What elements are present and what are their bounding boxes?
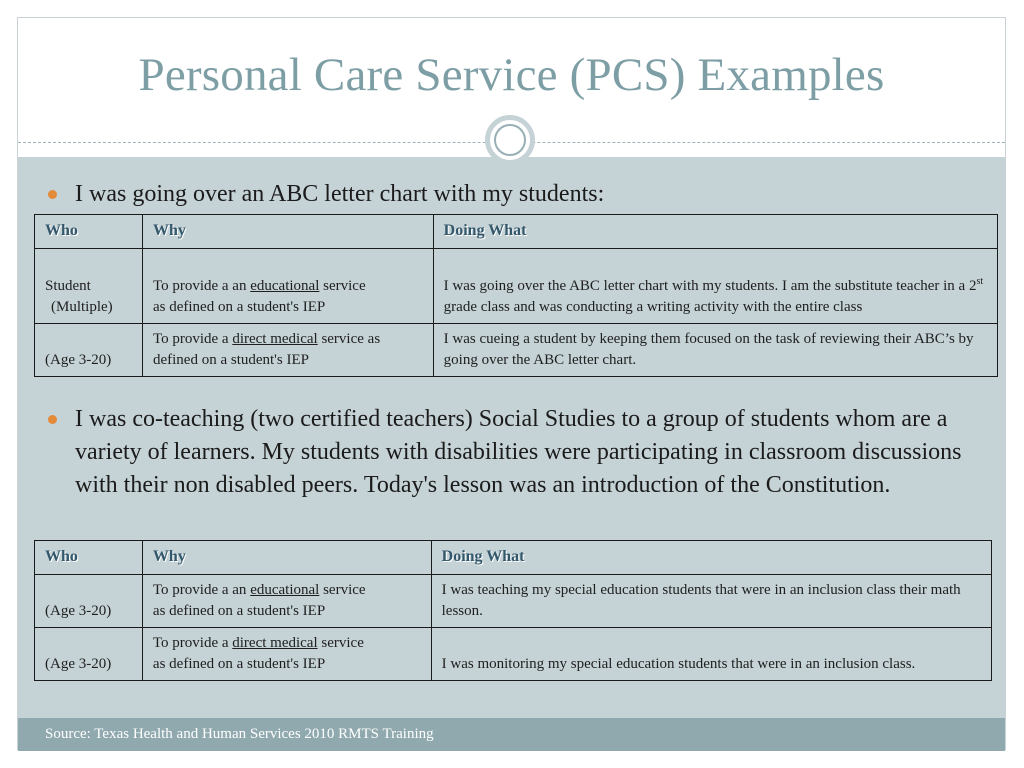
table-header-row: [35, 215, 998, 249]
slide: [17, 17, 1006, 750]
why-suffix: service as: [321, 331, 381, 347]
cell-doing-what: I was cueing a student by keeping them focused on the task of reviewing their ABC’s by going over the ABC letter chart.: [433, 324, 997, 377]
why-suffix: service: [321, 635, 364, 651]
why-underlined: direct medical: [232, 635, 318, 651]
cell-why: [142, 249, 433, 324]
table-header-row: [35, 541, 992, 575]
pcs-table-2: [34, 540, 992, 681]
why-prefix: To provide a: [152, 635, 229, 651]
cell-who: (Age 3-20): [35, 575, 143, 628]
bullet-1-text: I was going over an ABC letter chart with my students:: [75, 181, 605, 207]
bullet-dot-icon: [48, 190, 57, 199]
why-suffix: service: [323, 582, 366, 598]
cell-who: [35, 249, 143, 324]
cell-doing-what: I was teaching my special education students that were in an inclusion class their math lesson.: [431, 575, 991, 628]
why-line-1: [153, 276, 423, 297]
bullet-dot-icon: [48, 415, 57, 424]
header-who: Who: [35, 541, 143, 575]
why-line-2: as defined on a student's IEP: [152, 603, 326, 619]
table-row: [35, 575, 992, 628]
what-part-2: grade class and was conducting a writing activity with the entire class: [443, 299, 863, 315]
header-why: Why: [142, 215, 433, 249]
why-line-1: [153, 633, 421, 654]
header-doing-what: Doing What: [433, 215, 997, 249]
cell-why: [142, 628, 431, 681]
cell-doing-what: I was monitoring my special education students that were in an inclusion class.: [431, 628, 991, 681]
why-underlined: educational: [250, 278, 320, 294]
why-line-2: as defined on a student's IEP: [152, 299, 326, 315]
table-row: [35, 628, 992, 681]
footer-bar: [18, 718, 1005, 751]
circle-inner-ring: [494, 124, 526, 156]
what-part-1: I was going over the ABC letter chart with my students. I am the substitute teacher in a 2: [443, 278, 977, 294]
table-row: [35, 324, 998, 377]
why-suffix: service: [323, 278, 366, 294]
why-line-2: defined on a student's IEP: [152, 352, 309, 368]
why-line-1: [153, 580, 421, 601]
header-why: Why: [142, 541, 431, 575]
header-who: Who: [35, 215, 143, 249]
why-line-2: as defined on a student's IEP: [152, 656, 326, 672]
cell-doing-what: [433, 249, 997, 324]
who-line-1: Student: [45, 278, 91, 294]
cell-who: (Age 3-20): [35, 324, 143, 377]
why-line-1: [153, 329, 423, 350]
bullet-2-text: I was co-teaching (two certified teachers) Social Studies to a group of students whom are a variety of learners. My students with disabilities were participating in classroom discussions with their non disabled peers. Today's lesson was an introduction of the Constitution.: [75, 406, 962, 498]
content-area: [18, 157, 1005, 718]
who-line-2: (Multiple): [51, 299, 113, 315]
why-prefix: To provide a an: [152, 278, 247, 294]
cell-why: [142, 575, 431, 628]
why-underlined: educational: [250, 582, 320, 598]
pcs-table-1: [34, 214, 998, 377]
why-prefix: To provide a: [152, 331, 229, 347]
header-doing-what: Doing What: [431, 541, 991, 575]
why-prefix: To provide a an: [152, 582, 247, 598]
table-row: [35, 249, 998, 324]
cell-who: (Age 3-20): [35, 628, 143, 681]
why-underlined: direct medical: [232, 331, 318, 347]
cell-why: [142, 324, 433, 377]
slide-title: Personal Care Service (PCS) Examples: [138, 49, 885, 101]
bullet-1: [75, 178, 975, 211]
divider-circle-icon: [485, 115, 535, 165]
what-sup: st: [976, 276, 984, 287]
footer-source: Source: Texas Health and Human Services 2010 RMTS Training: [45, 726, 434, 742]
bullet-2: [75, 403, 965, 502]
